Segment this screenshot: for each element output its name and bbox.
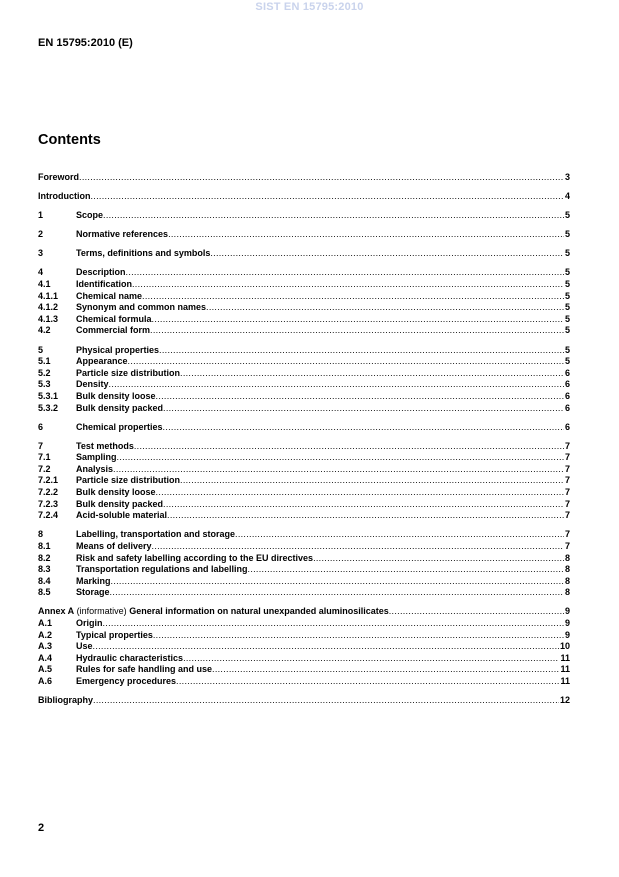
toc-leader-dots <box>163 403 564 415</box>
toc-leader-dots <box>176 676 559 688</box>
toc-entry-page: 8 <box>564 575 570 586</box>
toc-entry-title: Labelling, transportation and storage <box>76 529 236 540</box>
toc-entry[interactable] <box>38 653 570 665</box>
toc-entry-title: Origin <box>76 618 103 628</box>
toc-entry-number: 8.5 <box>38 587 51 598</box>
toc-leader-dots <box>156 487 564 499</box>
toc-entry[interactable] <box>38 229 570 241</box>
toc-entry[interactable] <box>38 345 570 357</box>
toc-entry-title: Scope <box>76 210 104 221</box>
toc-leader-dots <box>159 345 564 357</box>
toc-leader-dots <box>132 279 564 291</box>
toc-leader-dots <box>110 587 564 599</box>
toc-entry-page: 5 <box>564 356 570 367</box>
toc-leader-dots <box>180 475 564 487</box>
toc-entry-page: 6 <box>564 390 570 401</box>
toc-leader-dots <box>167 510 564 522</box>
toc-entry-page: 7 <box>564 529 570 540</box>
toc-leader-dots <box>152 314 564 326</box>
toc-entry-title: Storage <box>76 587 110 598</box>
toc-leader-dots <box>168 229 564 241</box>
toc-entry-title: Chemical properties <box>76 421 163 432</box>
toc-entry-title: Particle size distribution <box>76 367 181 378</box>
toc-entry-number: 2 <box>38 229 44 240</box>
toc-entry[interactable] <box>38 279 570 291</box>
toc-entry-title: Foreword <box>38 172 80 182</box>
toc-entry-title: Particle size distribution <box>76 475 181 486</box>
toc-entry[interactable] <box>38 452 570 464</box>
toc-leader-dots <box>93 695 559 707</box>
toc-entry[interactable] <box>38 210 570 222</box>
toc-entry-page: 12 <box>559 695 570 706</box>
toc-entry-title: Typical properties <box>76 629 153 640</box>
toc-entry-number: 5.3.1 <box>38 390 59 401</box>
toc-entry-title: Marking <box>76 575 111 586</box>
toc-leader-dots <box>117 452 564 464</box>
toc-entry[interactable] <box>38 499 570 511</box>
toc-leader-dots <box>103 618 564 630</box>
toc-entry-number: 7.2 <box>38 463 51 474</box>
toc-entry-title: Transportation regulations and labelling <box>76 564 248 575</box>
toc-entry-number: A.5 <box>38 664 53 675</box>
toc-entry[interactable] <box>38 606 570 618</box>
toc-entry[interactable] <box>38 475 570 487</box>
document-id: EN 15795:2010 (E) <box>38 37 133 49</box>
toc-entry[interactable] <box>38 553 570 565</box>
toc-entry[interactable] <box>38 302 570 314</box>
toc-entry[interactable] <box>38 172 570 184</box>
toc-entry-number: 5.2 <box>38 367 51 378</box>
toc-leader-dots <box>103 210 564 222</box>
toc-entry-page: 9 <box>564 606 570 617</box>
toc-entry-title: Description <box>76 267 126 278</box>
toc-entry-title: Normative references <box>76 229 169 240</box>
toc-entry[interactable] <box>38 664 570 676</box>
toc-entry-title: Acid-soluble material <box>76 510 168 521</box>
toc-leader-dots <box>134 441 564 453</box>
toc-leader-dots <box>109 379 564 391</box>
toc-entry-page: 7 <box>564 498 570 509</box>
toc-entry[interactable] <box>38 564 570 576</box>
toc-leader-dots <box>93 641 559 653</box>
toc-entry[interactable] <box>38 541 570 553</box>
toc-entry-title: Hydraulic characteristics <box>76 652 184 663</box>
toc-entry-title: Chemical name <box>76 290 143 301</box>
toc-entry[interactable] <box>38 576 570 588</box>
toc-entry-number: 8.2 <box>38 552 51 563</box>
toc-entry-number: 4 <box>38 267 44 278</box>
toc-leader-dots <box>206 302 564 314</box>
toc-entry-title: Synonym and common names <box>76 302 207 313</box>
toc-entry[interactable] <box>38 267 570 279</box>
toc-entry-title: Risk and safety labelling according to the EU directives <box>76 552 314 563</box>
toc-entry-number: 5.1 <box>38 356 51 367</box>
toc-entry-page: 11 <box>560 652 570 663</box>
toc-entry-title: Physical properties <box>76 344 160 355</box>
toc-leader-dots <box>113 464 564 476</box>
toc-entry[interactable] <box>38 325 570 337</box>
toc-entry[interactable] <box>38 368 570 380</box>
toc-leader-dots <box>150 325 564 337</box>
toc-entry-number: A.1 <box>38 618 53 628</box>
toc-entry-number: A.3 <box>38 641 53 652</box>
toc-entry-page: 7 <box>564 487 570 498</box>
toc-entry-page: 7 <box>564 440 570 451</box>
toc-entry-title: Chemical formula <box>76 313 152 324</box>
toc-entry-number: A.6 <box>38 675 53 686</box>
toc-entry-number: 5.3.2 <box>38 402 59 413</box>
toc-entry[interactable] <box>38 587 570 599</box>
toc-entry[interactable] <box>38 487 570 499</box>
toc-entry-number: 1 <box>38 210 44 221</box>
toc-entry[interactable] <box>38 291 570 303</box>
toc-entry-title: Emergency procedures <box>76 675 177 686</box>
toc-entry[interactable] <box>38 191 570 203</box>
toc-leader-dots <box>163 422 564 434</box>
toc-entry-page: 5 <box>564 290 570 301</box>
toc-entry-title: Bulk density loose <box>76 390 156 401</box>
toc-entry[interactable] <box>38 630 570 642</box>
toc-entry-number: 7.2.2 <box>38 487 59 498</box>
toc-leader-dots <box>79 172 564 184</box>
toc-entry-page: 5 <box>564 325 570 336</box>
toc-entry-page: 10 <box>559 641 570 652</box>
toc-entry[interactable] <box>38 248 570 260</box>
toc-leader-dots <box>183 653 559 665</box>
annex-status: (informative) <box>74 606 130 617</box>
toc-entry-number: 4.1.3 <box>38 313 59 324</box>
toc-entry[interactable] <box>38 379 570 391</box>
toc-entry-number: 8.3 <box>38 564 51 575</box>
toc-leader-dots <box>313 553 564 565</box>
toc-entry-number: 5 <box>38 344 44 355</box>
toc-entry-number: 7.1 <box>38 452 51 463</box>
toc-entry[interactable] <box>38 695 570 707</box>
toc-entry[interactable] <box>38 391 570 403</box>
toc-entry-number: 7 <box>38 440 44 451</box>
toc-entry-number: 7.2.4 <box>38 510 59 521</box>
toc-entry-title: Introduction <box>38 191 91 202</box>
toc-leader-dots <box>142 291 564 303</box>
toc-leader-dots <box>163 499 564 511</box>
toc-entry-title: Rules for safe handling and use <box>76 664 213 675</box>
toc-entry[interactable] <box>38 676 570 688</box>
toc-entry-number: 4.2 <box>38 325 51 336</box>
toc-entry[interactable] <box>38 422 570 434</box>
toc-entry-title: Means of delivery <box>76 540 152 551</box>
toc-entry-title: Commercial form <box>76 325 151 336</box>
toc-entry-title: Sampling <box>76 452 117 463</box>
toc-entry-number: 8.4 <box>38 575 51 586</box>
toc-entry-page: 5 <box>564 279 570 290</box>
toc-entry-number: 4.1.2 <box>38 302 59 313</box>
toc-leader-dots <box>111 576 564 588</box>
toc-entry-number: A.4 <box>38 652 53 663</box>
toc-entry-page: 6 <box>564 379 570 390</box>
toc-leader-dots <box>126 267 564 279</box>
toc-entry-number: 8.1 <box>38 540 51 551</box>
toc-entry-number: A.2 <box>38 629 53 640</box>
toc-leader-dots <box>210 248 564 260</box>
toc-leader-dots <box>91 191 564 203</box>
toc-entry-number: 4.1.1 <box>38 290 59 301</box>
toc-entry-page: 6 <box>564 421 570 432</box>
toc-entry-number: 5.3 <box>38 379 51 390</box>
toc-leader-dots <box>153 630 564 642</box>
toc-leader-dots <box>389 606 564 618</box>
toc-entry[interactable] <box>38 464 570 476</box>
toc-entry-title: Density <box>76 379 109 390</box>
page-number: 2 <box>38 822 45 834</box>
toc-entry-title: Bulk density loose <box>76 487 156 498</box>
toc-entry[interactable] <box>38 529 570 541</box>
annex-label: Annex A <box>38 606 75 617</box>
toc-entry-number: 8 <box>38 529 44 540</box>
toc-entry-page: 5 <box>564 210 570 221</box>
watermark: SIST EN 15795:2010 <box>255 1 364 13</box>
toc-entry-page: 9 <box>564 629 570 640</box>
toc-entry-page: 8 <box>564 564 570 575</box>
toc-entry-page: 7 <box>564 452 570 463</box>
contents-title: Contents <box>38 132 101 148</box>
toc-entry-number: 3 <box>38 248 44 259</box>
toc-leader-dots <box>128 356 564 368</box>
toc-entry[interactable] <box>38 441 570 453</box>
toc-entry-title: Bulk density packed <box>76 402 164 413</box>
toc-entry-number: 4.1 <box>38 279 51 290</box>
toc-leader-dots <box>235 529 564 541</box>
toc-entry-page: 8 <box>564 587 570 598</box>
toc-entry[interactable] <box>38 403 570 415</box>
toc-entry-page: 5 <box>564 344 570 355</box>
toc-leader-dots <box>180 368 564 380</box>
toc-entry-page: 7 <box>564 475 570 486</box>
toc-entry-page: 6 <box>564 402 570 413</box>
table-of-contents <box>38 172 570 707</box>
toc-entry-page: 6 <box>564 367 570 378</box>
toc-entry-page: 5 <box>564 229 570 240</box>
annex-title: General information on natural unexpanded aluminosilicates <box>129 606 389 617</box>
toc-entry-title <box>38 606 389 618</box>
toc-entry-page: 7 <box>564 540 570 551</box>
toc-entry-number: 7.2.1 <box>38 475 59 486</box>
toc-entry-number: 6 <box>38 421 44 432</box>
toc-entry[interactable] <box>38 314 570 326</box>
toc-leader-dots <box>152 541 564 553</box>
toc-leader-dots <box>248 564 564 576</box>
toc-entry-page: 9 <box>564 618 570 628</box>
toc-entry[interactable] <box>38 618 570 630</box>
toc-entry-title: Terms, definitions and symbols <box>76 248 211 259</box>
toc-entry[interactable] <box>38 356 570 368</box>
toc-entry-title: Use <box>76 641 93 652</box>
toc-entry-title: Test methods <box>76 440 134 451</box>
toc-entry-page: 8 <box>564 552 570 563</box>
toc-leader-dots <box>212 664 559 676</box>
toc-entry-page: 5 <box>564 313 570 324</box>
toc-entry-page: 3 <box>564 172 570 182</box>
toc-entry[interactable] <box>38 510 570 522</box>
toc-entry[interactable] <box>38 641 570 653</box>
toc-entry-page: 7 <box>564 510 570 521</box>
toc-entry-number: 7.2.3 <box>38 498 59 509</box>
toc-entry-page: 5 <box>564 267 570 278</box>
toc-entry-page: 4 <box>564 191 570 202</box>
toc-entry-page: 5 <box>564 302 570 313</box>
toc-entry-page: 11 <box>560 675 570 686</box>
toc-entry-page: 11 <box>560 664 570 675</box>
toc-entry-title: Appearance <box>76 356 128 367</box>
toc-entry-page: 7 <box>564 463 570 474</box>
toc-entry-title: Bibliography <box>38 695 94 706</box>
toc-entry-title: Identification <box>76 279 132 290</box>
toc-entry-title: Bulk density packed <box>76 498 164 509</box>
toc-entry-page: 5 <box>564 248 570 259</box>
toc-entry-title: Analysis <box>76 463 114 474</box>
toc-leader-dots <box>156 391 564 403</box>
